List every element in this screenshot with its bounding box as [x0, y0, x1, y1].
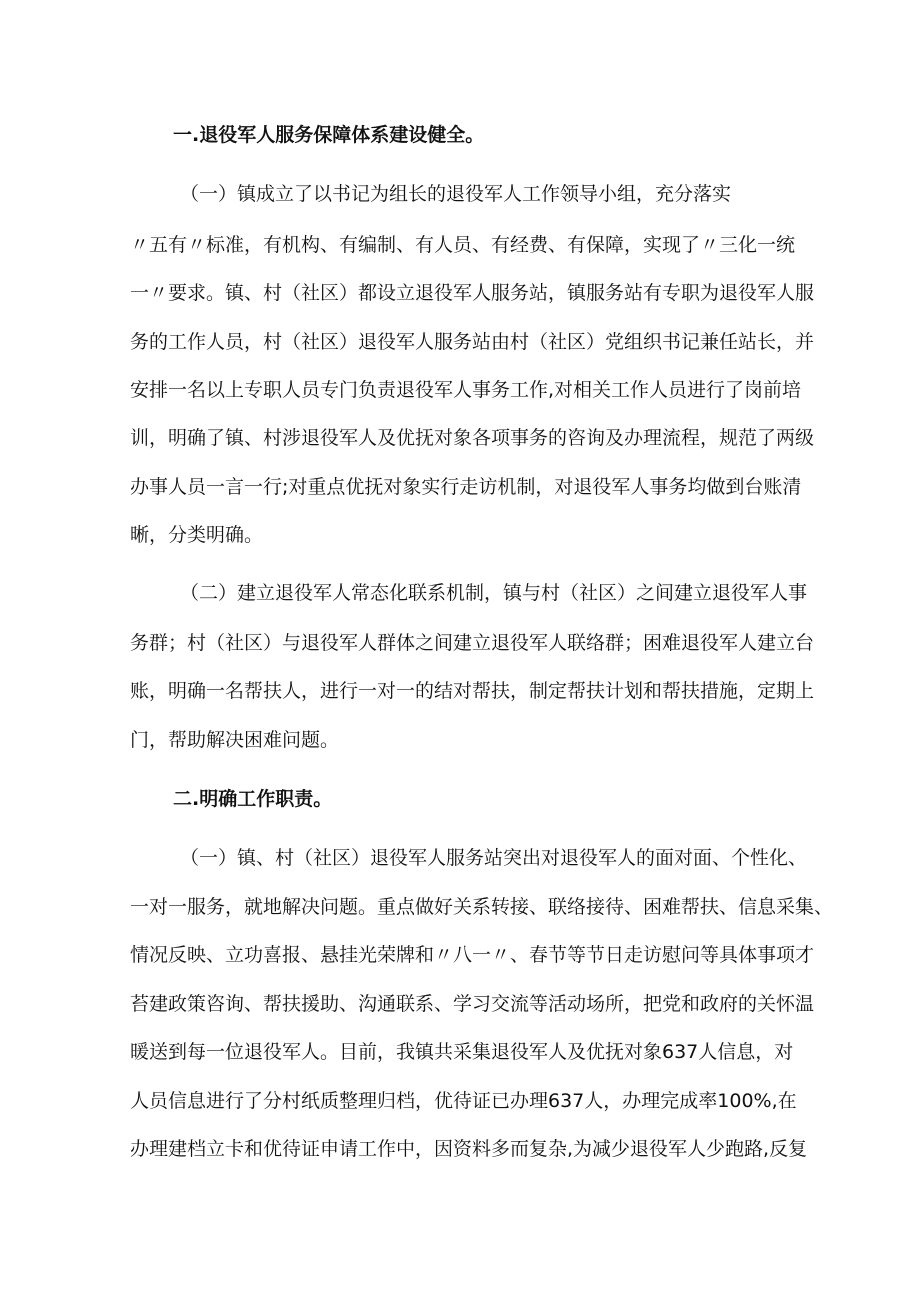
- paragraph-line: 务的工作人员，村（社区）退役军人服务站由村（社区）党组织书记兼任站长，并: [130, 331, 815, 353]
- paragraph-line: 一〃要求。镇、村（社区）都设立退役军人服务站，镇服务站有专职为退役军人服: [130, 282, 815, 304]
- paragraph-line: 〃五有〃标准，有机构、有编制、有人员、有经费、有保障，实现了〃三化一统: [130, 234, 796, 256]
- paragraph-line: 暖送到每一位退役军人。目前，我镇共采集退役军人及优抚对象637人信息，对: [130, 1041, 794, 1063]
- paragraph-line: 一对一服务，就地解决问题。重点做好关系转接、联络接待、困难帮扶、信息采集、: [130, 896, 834, 918]
- paragraph-line: 安排一名以上专职人员专门负责退役军人事务工作,对相关工作人员进行了岗前培: [130, 379, 802, 401]
- section-heading-2: 二.明确工作职责。: [173, 788, 333, 810]
- paragraph-line: 苔建政策咨询、帮扶援助、沟通联系、学习交流等活动场所，把党和政府的关怀温: [130, 993, 815, 1015]
- paragraph-line: 务群；村（社区）与退役军人群体之间建立退役军人联络群；困难退役军人建立台: [130, 632, 815, 654]
- paragraph-line: 人员信息进行了分村纸质整理归档，优待证已办理637人，办理完成率100%,在: [130, 1090, 797, 1112]
- paragraph-line: （二）建立退役军人常态化联系机制，镇与村（社区）之间建立退役军人事: [180, 582, 808, 604]
- paragraph-line: 情况反映、立功喜报、悬挂光荣牌和〃八一〃、春节等节日走访慰问等具体事项才: [130, 944, 815, 966]
- paragraph-line: 门，帮助解决困难问题。: [130, 729, 340, 751]
- paragraph-line: （一）镇成立了以书记为组长的退役军人工作领导小组，充分落实: [180, 183, 732, 205]
- paragraph-line: 晰，分类明确。: [130, 524, 264, 546]
- paragraph-line: 办事人员一言一行;对重点优抚对象实行走访机制，对退役军人事务均做到台账清: [130, 476, 802, 498]
- section-heading-1: 一.退役军人服务保障体系建设健全。: [173, 124, 485, 146]
- paragraph-line: 训，明确了镇、村涉退役军人及优抚对象各项事务的咨询及办理流程，规范了两级: [130, 427, 815, 449]
- paragraph-line: 办理建档立卡和优待证申请工作中，因资料多而复杂,为减少退役军人少跑路,反复: [130, 1138, 808, 1160]
- paragraph-line: （一）镇、村（社区）退役军人服务站突出对退役军人的面对面、个性化、: [180, 847, 808, 869]
- paragraph-line: 账，明确一名帮扶人，进行一对一的结对帮扶，制定帮扶计划和帮扶措施，定期上: [130, 680, 815, 702]
